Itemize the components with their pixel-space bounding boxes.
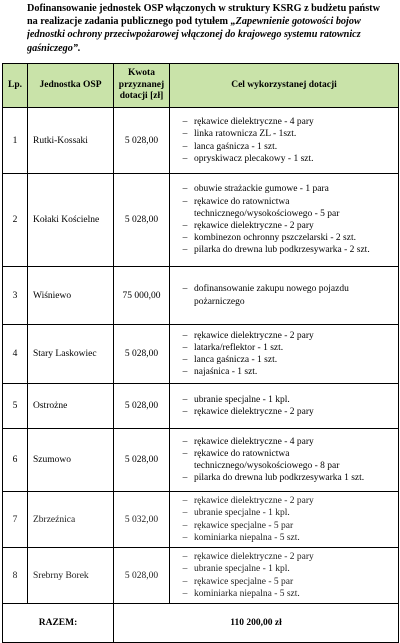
goal-text: ubranie specjalne - 1 kpl. — [194, 508, 290, 519]
row-amount: 5 028,00 — [114, 429, 170, 492]
dash-bullet-icon: – — [182, 508, 188, 519]
goal-list-item — [176, 588, 396, 600]
intro-line-2 — [27, 15, 400, 28]
goal-list-item — [176, 128, 396, 140]
dash-bullet-icon: – — [182, 496, 188, 507]
row-unit-name: Rutki-Kossaki — [28, 108, 114, 174]
dash-bullet-icon: – — [182, 284, 188, 295]
header-amount-line-3: dotacji [zł] — [119, 91, 164, 102]
dash-bullet-icon: – — [182, 233, 188, 244]
row-amount: 5 028,00 — [114, 384, 170, 429]
goal-text: rękawice do ratownictwa technicznego/wysokościowego - 5 par — [194, 196, 340, 219]
table-row — [3, 384, 399, 429]
total-label: RAZEM: — [3, 604, 114, 643]
goal-list-item — [176, 116, 396, 128]
row-unit-name: Ostrożne — [28, 384, 114, 429]
header-amount-line-1: Kwota — [128, 68, 155, 79]
goal-list-item — [176, 366, 396, 378]
row-lp: 6 — [3, 429, 28, 492]
dash-bullet-icon: – — [182, 196, 188, 207]
dash-bullet-icon: – — [182, 436, 188, 447]
table-row — [3, 325, 399, 384]
table-body — [3, 108, 399, 604]
dash-bullet-icon: – — [182, 520, 188, 531]
row-unit-name: Stary Laskowiec — [28, 325, 114, 384]
table-row — [3, 108, 399, 174]
goal-text: kominiarka niepalna - 5 szt. — [194, 588, 300, 599]
row-lp: 2 — [3, 174, 28, 267]
goal-list-item — [176, 406, 396, 418]
goal-list-item — [176, 520, 396, 532]
goal-text: ubranie specjalne - 1 kpl. — [194, 564, 290, 575]
row-lp: 7 — [3, 492, 28, 548]
dash-bullet-icon: – — [182, 564, 188, 575]
dash-bullet-icon: – — [182, 117, 188, 128]
dash-bullet-icon: – — [182, 576, 188, 587]
goal-text: lanca gaśnicza - 1 szt. — [194, 355, 278, 365]
row-goals — [170, 325, 399, 384]
row-lp: 5 — [3, 384, 28, 429]
row-amount: 5 032,00 — [114, 492, 170, 548]
header-amount-line-2: przyznanej — [118, 79, 165, 90]
goal-text: latarka/reflektor - 1 szt. — [194, 342, 284, 353]
row-amount: 5 028,00 — [114, 325, 170, 384]
header-goal: Cel wykorzystanej dotacji — [170, 64, 399, 108]
intro-task-title-cont: jednostki ochrony przeciwpożarowej włączonej do krajowego systemu ratownicz — [27, 29, 361, 41]
header-amount — [114, 64, 170, 108]
goal-list-item — [176, 330, 396, 342]
intro-line-4 — [27, 42, 400, 55]
goal-text: obuwie strażackie gumowe - 1 para — [194, 184, 329, 195]
table-row — [3, 267, 399, 325]
intro-line-2-plain: na realizacje zadania publicznego pod tytułem — [27, 16, 231, 28]
dash-bullet-icon: – — [182, 153, 188, 164]
intro-paragraph — [27, 2, 400, 55]
goal-list-item — [176, 232, 396, 244]
goal-list-item — [176, 354, 396, 366]
goal-list-item — [176, 153, 396, 165]
header-lp: Lp. — [3, 64, 28, 108]
row-unit-name: Kołaki Kościelne — [28, 174, 114, 267]
goal-text: rękawice dielektryczne - 2 pary — [194, 407, 314, 417]
goal-text: rękawice dielektryczne - 2 pary — [194, 496, 314, 507]
dash-bullet-icon: – — [182, 473, 188, 484]
goal-text: rękawice specjalne - 5 par — [194, 576, 294, 587]
goal-text: ubranie specjalne - 1 kpl. — [194, 394, 290, 405]
dash-bullet-icon: – — [182, 588, 188, 599]
goal-list-item — [176, 244, 396, 256]
row-unit-name: Srebrny Borek — [28, 548, 114, 604]
goal-text: dofinansowanie zakupu nowego pojazdu pożarniczego — [194, 284, 349, 307]
dash-bullet-icon: – — [182, 394, 188, 405]
row-lp: 8 — [3, 548, 28, 604]
total-value: 110 200,00 zł — [114, 604, 399, 643]
row-goals — [170, 174, 399, 267]
intro-line-3 — [27, 28, 400, 41]
dash-bullet-icon: – — [182, 367, 188, 378]
goal-text: rękawice dielektryczne - 2 pary — [194, 552, 314, 563]
dash-bullet-icon: – — [182, 552, 188, 563]
goal-list-item — [176, 507, 396, 519]
row-lp: 1 — [3, 108, 28, 174]
goal-list-item — [176, 495, 396, 507]
dash-bullet-icon: – — [182, 407, 188, 417]
goal-text: rękawice dielektryczne - 4 pary — [194, 117, 314, 128]
table-row — [3, 174, 399, 267]
row-lp: 3 — [3, 267, 28, 325]
row-unit-name: Zbrzeźnica — [28, 492, 114, 548]
goal-list-item — [176, 551, 396, 563]
total-row — [3, 604, 399, 643]
dash-bullet-icon: – — [182, 355, 188, 365]
goal-list-item — [176, 141, 396, 153]
row-lp: 4 — [3, 325, 28, 384]
row-goals — [170, 384, 399, 429]
goal-text: najaśnica - 1 szt. — [194, 367, 258, 378]
dash-bullet-icon: – — [182, 330, 188, 341]
row-amount: 5 028,00 — [114, 548, 170, 604]
table-row — [3, 548, 399, 604]
goal-list-item — [176, 576, 396, 588]
row-goals — [170, 108, 399, 174]
intro-line-1: Dofinansowanie jednostek OSP włączonych w struktury KSRG z budżetu państw — [27, 3, 380, 14]
header-unit: Jednostka OSP — [28, 64, 114, 108]
goal-text: pilarka do drewna lub podkrzesywarka 1 szt. — [194, 473, 365, 484]
goal-list-item — [176, 283, 396, 307]
goal-list-item — [176, 394, 396, 406]
table-row — [3, 429, 399, 492]
row-goals — [170, 267, 399, 325]
table-header-row — [3, 64, 399, 108]
row-unit-name: Szumowo — [28, 429, 114, 492]
row-unit-name: Wiśniewo — [28, 267, 114, 325]
goal-list-item — [176, 563, 396, 575]
goal-text: rękawice dielektryczne - 4 pary — [194, 436, 314, 447]
goal-list-item — [176, 183, 396, 195]
dash-bullet-icon: – — [182, 129, 188, 140]
grants-table — [2, 63, 399, 643]
goal-list-item — [176, 196, 396, 220]
goal-list-item — [176, 342, 396, 354]
goal-text: kombinezon ochronny pszczelarski - 2 szt. — [194, 233, 356, 244]
dash-bullet-icon: – — [182, 532, 188, 543]
goal-list-item — [176, 436, 396, 448]
dash-bullet-icon: – — [182, 141, 188, 152]
row-goals — [170, 548, 399, 604]
dash-bullet-icon: – — [182, 184, 188, 195]
goal-text: rękawice dielektryczne - 2 pary — [194, 221, 314, 231]
row-goals — [170, 492, 399, 548]
intro-task-title-end: gaśniczego”. — [27, 42, 81, 54]
goal-text: kominiarka niepalna - 5 szt. — [194, 532, 300, 543]
goal-text: rękawice specjalne - 5 par — [194, 520, 294, 531]
goal-text: linka ratownicza ZL - 1szt. — [194, 129, 297, 140]
dash-bullet-icon: – — [182, 245, 188, 256]
dash-bullet-icon: – — [182, 221, 188, 231]
goal-text: pilarka do drewna lub podkrzesywarka - 2 szt. — [194, 245, 370, 256]
goal-list-item — [176, 532, 396, 544]
dash-bullet-icon: – — [182, 342, 188, 353]
goal-text: opryskiwacz plecakowy - 1 szt. — [194, 153, 314, 164]
goal-list-item — [176, 220, 396, 232]
table-row — [3, 492, 399, 548]
goal-text: rękawice do ratownictwa technicznego/wysokościowego - 8 par — [194, 448, 340, 471]
goal-list-item — [176, 448, 396, 472]
row-amount: 75 000,00 — [114, 267, 170, 325]
row-amount: 5 028,00 — [114, 174, 170, 267]
row-goals — [170, 429, 399, 492]
goal-text: lanca gaśnicza - 1 szt. — [194, 141, 278, 152]
intro-task-title: „Zapewnienie gotowości bojow — [230, 16, 361, 28]
goal-text: rękawice dielektryczne - 2 pary — [194, 330, 314, 341]
row-amount: 5 028,00 — [114, 108, 170, 174]
goal-list-item — [176, 472, 396, 484]
dash-bullet-icon: – — [182, 448, 188, 459]
